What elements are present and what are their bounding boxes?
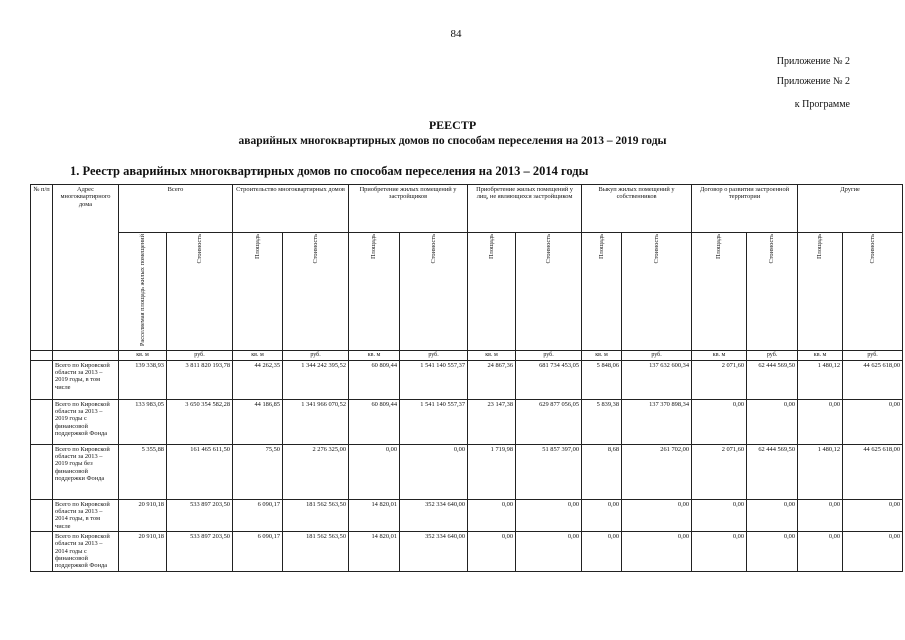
col-header-construction: Строительство многоквартирных домов <box>233 185 349 233</box>
unit-sqm: кв. м <box>692 350 747 360</box>
col-header-acq-non-developers: Приобретение жилых помещений у лиц, не являющихся застройщиком <box>468 185 582 233</box>
cell-value: 0,00 <box>516 499 582 531</box>
unit-sqm: кв. м <box>798 350 843 360</box>
cell-value: 133 983,05 <box>119 399 167 444</box>
col-header-total: Всего <box>119 185 233 233</box>
cell-value: 0,00 <box>747 499 798 531</box>
cell-value: 352 334 640,00 <box>400 531 468 571</box>
unit-rub: руб. <box>400 350 468 360</box>
cell-value: 181 562 563,50 <box>283 531 349 571</box>
cell-value: 2 276 325,00 <box>283 444 349 499</box>
cell-value: 1 541 140 557,37 <box>400 360 468 399</box>
cell-value: 0,00 <box>798 531 843 571</box>
subheader-area: Площадь <box>468 233 516 351</box>
cell-value: 44 625 618,00 <box>843 444 903 499</box>
cell-value: 533 897 203,50 <box>167 499 233 531</box>
document-title: РЕЕСТР <box>428 118 477 132</box>
cell-value: 5 355,88 <box>119 444 167 499</box>
row-label: Всего по Кировской области за 2013 – 2014 годы с финансовой поддержкой Фонда <box>53 531 119 571</box>
cell-value: 1 344 242 395,52 <box>283 360 349 399</box>
row-label: Всего по Кировской области за 2013 – 2019 годы без финансовой поддержки Фонда <box>53 444 119 499</box>
cell-value: 1 541 140 557,37 <box>400 399 468 444</box>
cell-value: 20 910,18 <box>119 499 167 531</box>
col-header-acq-developers: Приобретение жилых помещений у застройщиков <box>349 185 468 233</box>
cell-value: 60 809,44 <box>349 399 400 444</box>
subheader-area: Площадь <box>692 233 747 351</box>
subheader-area: Площадь <box>582 233 622 351</box>
subheader-cost: Стоимость <box>622 233 692 351</box>
cell-value: 0,00 <box>843 399 903 444</box>
cell-value: 0,00 <box>692 531 747 571</box>
document-subtitle: аварийных многоквартирных домов по способам переселения на 2013 – 2019 годы <box>238 135 667 147</box>
unit-rub: руб. <box>167 350 233 360</box>
cell-value: 44 262,35 <box>233 360 283 399</box>
unit-sqm: кв. м <box>119 350 167 360</box>
cell-value: 0,00 <box>747 531 798 571</box>
cell-value: 137 632 600,34 <box>622 360 692 399</box>
col-header-address: Адрес многоквартирного дома <box>53 185 119 351</box>
cell-value: 8,68 <box>582 444 622 499</box>
table-row <box>31 399 903 444</box>
cell-value: 2 071,60 <box>692 360 747 399</box>
cell-value: 0,00 <box>747 399 798 444</box>
row-label: Всего по Кировской области за 2013 – 2019 годы, в том числе <box>53 360 119 399</box>
cell-value: 0,00 <box>798 399 843 444</box>
cell-value: 0,00 <box>622 499 692 531</box>
cell-value: 2 071,60 <box>692 444 747 499</box>
subheader-cost: Стоимость <box>843 233 903 351</box>
cell-value: 0,00 <box>843 499 903 531</box>
subheader-cost: Стоимость <box>283 233 349 351</box>
cell-value: 51 857 397,00 <box>516 444 582 499</box>
cell-value: 0,00 <box>692 499 747 531</box>
row-label: Всего по Кировской области за 2013 – 2019 годы с финансовой поддержкой Фонда <box>53 399 119 444</box>
cell-value: 0,00 <box>516 531 582 571</box>
cell-value: 62 444 569,50 <box>747 360 798 399</box>
unit-sqm: кв. м <box>582 350 622 360</box>
unit-sqm: кв. м <box>468 350 516 360</box>
cell-value: 24 867,36 <box>468 360 516 399</box>
cell-value: 5 848,06 <box>582 360 622 399</box>
units-row <box>31 350 903 360</box>
cell-value: 161 465 611,50 <box>167 444 233 499</box>
cell-value: 3 811 820 193,78 <box>167 360 233 399</box>
cell-value: 0,00 <box>468 499 516 531</box>
subheader-cost: Стоимость <box>167 233 233 351</box>
section-title: 1. Реестр аварийных многоквартирных домов по способам переселения на 2013 – 2014 годы <box>70 164 589 178</box>
cell-value: 1 480,12 <box>798 360 843 399</box>
cell-value: 261 702,00 <box>622 444 692 499</box>
cell-value: 44 625 618,00 <box>843 360 903 399</box>
cell-value: 1 719,98 <box>468 444 516 499</box>
cell-value: 137 370 898,34 <box>622 399 692 444</box>
subheader-cost: Стоимость <box>400 233 468 351</box>
cell-value: 0,00 <box>582 499 622 531</box>
cell-value: 20 910,18 <box>119 531 167 571</box>
cell-value: 533 897 203,50 <box>167 531 233 571</box>
cell-value: 0,00 <box>692 399 747 444</box>
row-label: Всего по Кировской области за 2013 – 2014 годы, в том числе <box>53 499 119 531</box>
cell-value: 6 090,17 <box>233 531 283 571</box>
table-row <box>31 360 903 399</box>
subheader-area: Площадь <box>349 233 400 351</box>
cell-value: 0,00 <box>798 499 843 531</box>
cell-value: 0,00 <box>582 531 622 571</box>
cell-value: 629 877 056,05 <box>516 399 582 444</box>
table-row <box>31 444 903 499</box>
cell-value: 0,00 <box>349 444 400 499</box>
col-header-buyout: Выкуп жилых помещений у собственников <box>582 185 692 233</box>
unit-rub: руб. <box>283 350 349 360</box>
unit-rub: руб. <box>843 350 903 360</box>
unit-sqm: кв. м <box>349 350 400 360</box>
cell-value: 681 734 453,05 <box>516 360 582 399</box>
table-row <box>31 499 903 531</box>
cell-value: 0,00 <box>843 531 903 571</box>
cell-value: 23 147,38 <box>468 399 516 444</box>
subheader-cost: Стоимость <box>516 233 582 351</box>
cell-value: 14 820,01 <box>349 531 400 571</box>
cell-value: 75,50 <box>233 444 283 499</box>
subheader-cost: Стоимость <box>747 233 798 351</box>
program-reference: к Программе <box>794 99 850 110</box>
cell-value: 5 839,38 <box>582 399 622 444</box>
cell-value: 6 090,17 <box>233 499 283 531</box>
subheader-area: Площадь <box>798 233 843 351</box>
subheader-resettled-area: Расселяемая площадь жилых помещений <box>119 233 167 351</box>
unit-rub: руб. <box>747 350 798 360</box>
unit-rub: руб. <box>622 350 692 360</box>
cell-value: 181 562 563,50 <box>283 499 349 531</box>
col-header-other: Другие <box>798 185 903 233</box>
cell-value: 0,00 <box>400 444 468 499</box>
registry-table <box>30 184 903 572</box>
cell-value: 139 338,93 <box>119 360 167 399</box>
cell-value: 1 341 966 070,52 <box>283 399 349 444</box>
table-row <box>31 531 903 571</box>
unit-sqm: кв. м <box>233 350 283 360</box>
cell-value: 44 186,85 <box>233 399 283 444</box>
subheader-row <box>31 233 903 351</box>
cell-value: 62 444 569,50 <box>747 444 798 499</box>
cell-value: 14 820,01 <box>349 499 400 531</box>
cell-value: 60 809,44 <box>349 360 400 399</box>
cell-value: 0,00 <box>622 531 692 571</box>
page-number: 84 <box>450 28 462 40</box>
col-header-num: № п/п <box>31 185 53 351</box>
col-header-development: Договор о развитии застроенной территории <box>692 185 798 233</box>
cell-value: 352 334 640,00 <box>400 499 468 531</box>
header-row <box>31 185 903 233</box>
appendix-label-repeat: Приложение № 2 <box>776 76 850 87</box>
unit-rub: руб. <box>516 350 582 360</box>
cell-value: 1 480,12 <box>798 444 843 499</box>
appendix-label: Приложение № 2 <box>776 56 850 67</box>
cell-value: 0,00 <box>468 531 516 571</box>
subheader-area: Площадь <box>233 233 283 351</box>
cell-value: 3 650 354 582,28 <box>167 399 233 444</box>
